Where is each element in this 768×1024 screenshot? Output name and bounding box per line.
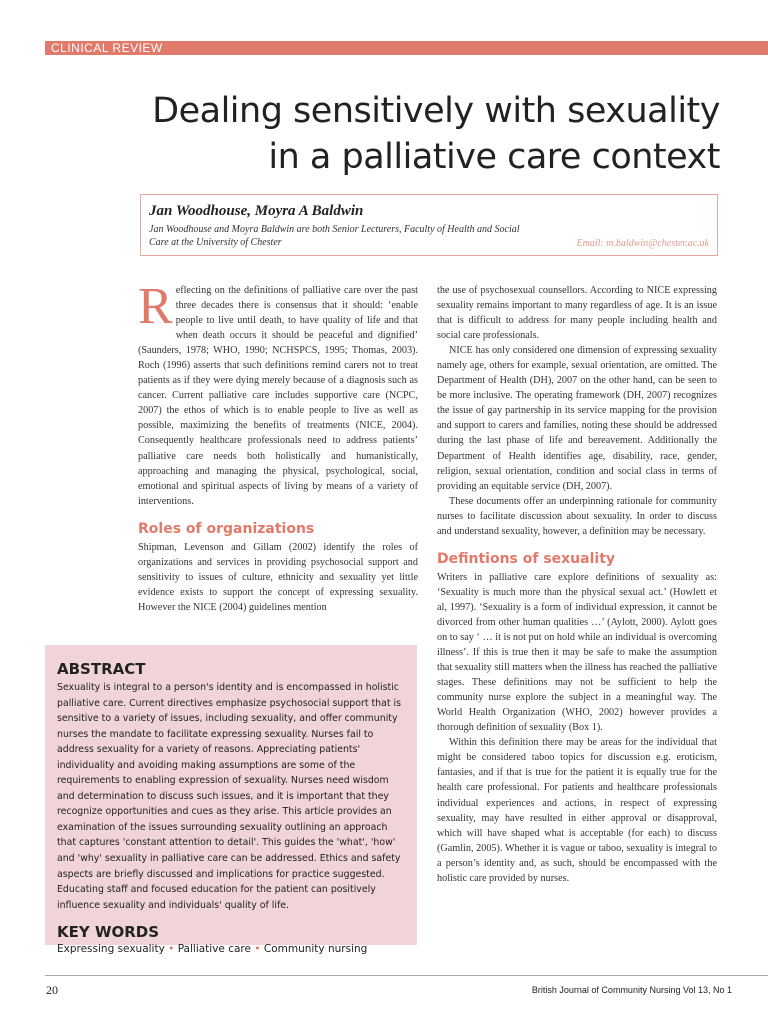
intro-text: eflecting on the definitions of palliative care over the past three decades there is consensus that it should: ‘enable people to live until death, to have quality of life and that when death occurs it should be peaceful and dignified’ (Saunders, 1978; WHO, 1990; NCHSPCS, 1995; Thomas, 2003). Roch (1996) asserts that such definitions remind carers not to treat patients as if they were dying merely because of a diagnosis such as cancer. Current palliative care includes supportive care (NCPC, 2007) the ethos of which is to enable people to live as well as possible, maximizing the benefits of treatments (NICE, 2004). Consequently healthcare professionals need to address patients’ palliative care needs both holistically and humanistically, approaching and managing the physical, psychological, social, emotional and spiritual aspects of living by means of a variety of interventions. [138, 285, 418, 507]
section-band [45, 41, 768, 55]
footer-rule [45, 975, 768, 976]
title-line-2: in a palliative care context [268, 137, 720, 177]
abstract-text: Sexuality is integral to a person's identity and is encompassed in holistic palliative care. Current directives emphasize psychosocial support that is sensitive to a variety of issues, including sexuality, and offer community nurses the mandate to facilitate expressing sexuality. Nurses fail to address sexuality for a variety of reasons. Appreciating patients' individuality and avoiding making assumptions are some of the requirements to enabling expression of sexuality. Nurses need wisdom and determination to discuss such issues, and it is important that they recognize opportunities and cues as they arise. This article provides an examination of the issues surrounding sexuality outlining an approach that captures 'constant attention to detail'. This guides the 'what', 'how' and 'why' sexuality in palliative care can be addressed. Ethics and safety aspects are briefly discussed and implications for practice suggested. Educating staff and focused education for the patient can positively influence sexuality and individuals' quality of life. [57, 682, 401, 911]
keyword: Expressing sexuality [57, 943, 165, 956]
authors: Jan Woodhouse, Moyra A Baldwin [149, 203, 364, 219]
keyword: Palliative care [177, 943, 251, 956]
heading-definitions: Defintions of sexuality [437, 550, 616, 567]
abstract-heading: ABSTRACT [57, 660, 146, 678]
column-left [138, 278, 418, 615]
defs-paragraph-1: Writers in palliative care explore definitions of sexuality as: ‘Sexuality is much more than the physical sexual act.’ (Howlett et al, 1997). ‘Sexuality is a form of individual expression, it cannot be divorced from other human qualities …’ (Aylott, 2000). Aylott goes on to say ‘ … it is not put on hold while an individual is overcoming illness’. If this is true then it may be safe to make the assumption that sexuality still matters when the illness has reached the palliative stages. These definitions may not be sufficient to help the community nurse explore the subject in a meaningful way. The World Health Organization (WHO, 2002) however provides a thorough definition of sexuality (Box 1). [437, 571, 717, 734]
keywords-heading: KEY WORDS [57, 923, 160, 942]
abstract-box [45, 645, 417, 956]
drop-cap: R [138, 278, 173, 335]
keyword: Community nursing [263, 943, 368, 956]
heading-roles: Roles of organizations [138, 520, 315, 537]
keyword-separator: • [168, 943, 175, 956]
section-label: CLINICAL REVIEW [51, 41, 163, 55]
article-title [60, 88, 720, 180]
keyword-separator: • [254, 943, 261, 956]
roles-paragraph: Shipman, Levenson and Gillam (2002) identify the roles of organizations and services in providing psychosocial support and sensitivity to issues of culture, ethnicity and sexuality yet little evidence exists to support the concept of expressing sexuality. However the NICE (2004) guidelines mention [138, 541, 418, 613]
title-line-1: Dealing sensitively with sexuality [152, 91, 720, 131]
defs-paragraph-2: Within this definition there may be areas for the individual that might be considered taboo topics for discussion e.g. eroticism, fantasies, and if that is true for the patient it is equally true for the health care professional. For patients and healthcare professionals individual experiences and actions, in respect of expressing sexuality, may have resulted in either approval or disapproval, which will have shaped what is acceptable (for each) to discuss (Gamlin, 2005). Whether it is vague or taboo, sexuality is integral to a person’s identity and, as such, should be encompassed with the holistic care provided by nurses. [437, 737, 717, 884]
email-link[interactable]: Email: m.baldwin@chester.ac.uk [576, 238, 709, 249]
journal-citation: British Journal of Community Nursing Vol 13, No 1 [531, 985, 732, 995]
column-right [437, 283, 717, 886]
affiliation: Jan Woodhouse and Moyra Baldwin are both Senior Lecturers, Faculty of Health and Social Care at the University of Chester [149, 224, 520, 248]
author-box [140, 194, 718, 256]
col2-paragraph-3: These documents offer an underpinning rationale for community nurses to facilitate discussion about sexuality. In order to discuss and understand sexuality, however, a definition may be necessary. [437, 495, 717, 537]
col2-paragraph-2: NICE has only considered one dimension of expressing sexuality namely age, others for example, sexual orientation, are omitted. The Department of Health (DH), 2007 on the other hand, can be seen to be more inclusive. The operating framework (DH, 2007) recognizes the issue of gay partnership in its service mapping for the provision and support to carers and families, noting these should be addressed during the last phase of life and bereavement. Additionally the Department of Health identifies age, disability, race, gender, religion, sexual orientation, condition and social class in terms of providing an equitable service (DH, 2007). [437, 345, 717, 492]
col2-paragraph-1: the use of psychosexual counsellors. According to NICE expressing sexuality remains important to many regardless of age. It is an issue that is difficult to address for many people including health and social care professionals. [437, 285, 717, 342]
page-number: 20 [46, 983, 58, 997]
keywords-list [57, 941, 405, 957]
intro-paragraph [138, 278, 418, 509]
